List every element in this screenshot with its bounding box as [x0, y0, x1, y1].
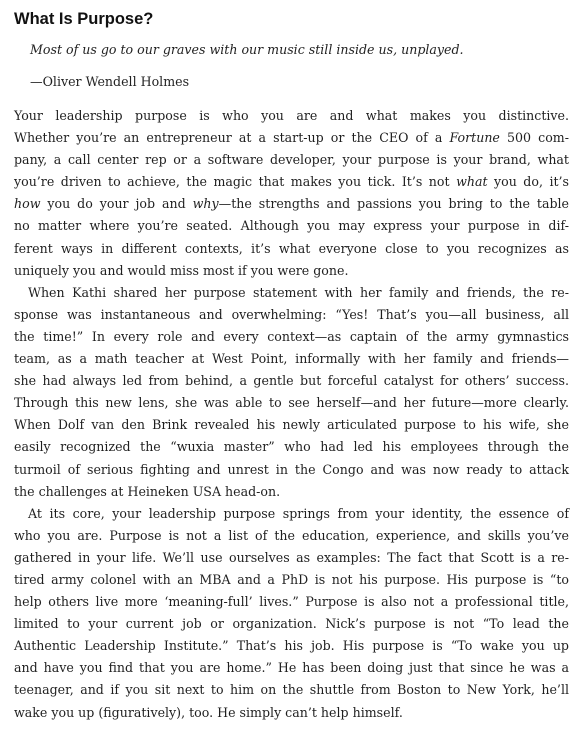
body-text [14, 105, 569, 724]
line-text: ferent ways in different contexts, it’s what everyone close to you recognizes as [14, 240, 569, 256]
text-line [14, 392, 569, 414]
line-text: Whether you’re an entrepreneur at a start-up or the CEO of a [14, 130, 450, 146]
line-text: gathered in your life. We’ll use ourselves as examples: The fact that Scott is a re- [14, 549, 569, 565]
text-line [14, 436, 569, 458]
line-text: you’re driven to achieve, the magic that makes you tick. It’s not [14, 174, 457, 190]
emphasis-text: how [14, 196, 41, 212]
line-text: the time!” In every role and every context—as captain of the army gymnastics [14, 328, 569, 344]
epigraph-quote: Most of us go to our graves with our music still inside us, unplayed. [30, 42, 464, 57]
emphasis-text: Fortune [449, 130, 500, 146]
text-line [14, 193, 569, 215]
line-text: When Kathi shared her purpose statement with her family and friends, the re- [28, 284, 569, 300]
text-line [14, 503, 569, 525]
line-text: pany, a call center rep or a software developer, your purpose is your brand, what [14, 152, 569, 168]
emphasis-text: what [456, 174, 488, 190]
line-text: tired army colonel with an MBA and a PhD is not his purpose. His purpose is “to [14, 571, 569, 587]
text-line [14, 171, 569, 193]
paragraph [14, 503, 569, 724]
line-text: When Dolf van den Brink revealed his newly articulated purpose to his wife, she [14, 417, 569, 433]
text-line [14, 525, 569, 547]
line-text: help others live more ‘meaning-full’ lives.” Purpose is also not a professional title, [14, 594, 569, 610]
text-line [14, 215, 569, 237]
text-line [14, 569, 569, 591]
text-line [14, 679, 569, 701]
line-text: who you are. Purpose is not a list of the education, experience, and skills you’ve [14, 527, 569, 543]
text-line [14, 702, 569, 724]
line-text: At its core, your leadership purpose springs from your identity, the essence of [28, 505, 569, 521]
line-text: Through this new lens, she was able to see herself—and her future—more clearly. [14, 395, 569, 411]
text-line [14, 105, 569, 127]
line-text: easily recognized the “wuxia master” who had led his employees through the [14, 439, 569, 455]
text-line [14, 127, 569, 149]
epigraph [14, 39, 569, 93]
text-line [14, 657, 569, 679]
text-line [14, 459, 569, 481]
text-line [14, 481, 569, 503]
line-text: uniquely you and would miss most if you were gone. [14, 262, 349, 278]
text-line [14, 591, 569, 613]
text-line [14, 260, 569, 282]
line-text: teenager, and if you sit next to him on the shuttle from Boston to New York, he’ll [14, 682, 569, 698]
line-text: she had always led from behind, a gentle but forceful catalyst for others’ success. [14, 373, 569, 389]
text-line [14, 238, 569, 260]
line-text: turmoil of serious fighting and unrest in the Congo and was now ready to attack [14, 461, 569, 477]
text-line [14, 635, 569, 657]
line-text: the challenges at Heineken USA head-on. [14, 483, 281, 499]
paragraph [14, 105, 569, 282]
line-text: you do, it’s [487, 174, 569, 190]
epigraph-attribution: —Oliver Wendell Holmes [30, 74, 190, 89]
line-text: limited to your current job or organization. Nick’s purpose is not “To lead the [14, 616, 569, 632]
line-text: and have you find that you are home.” He has been doing just that since he was a [14, 660, 569, 676]
section-title: What Is Purpose? [14, 10, 154, 28]
text-line [14, 414, 569, 436]
text-line [14, 149, 569, 171]
emphasis-text: why [192, 196, 219, 212]
text-line [14, 304, 569, 326]
line-text: 500 com- [499, 130, 569, 146]
text-line [14, 326, 569, 348]
line-text: Authentic Leadership Institute.” That’s his job. His purpose is “To wake you up [14, 638, 569, 654]
line-text: —the strengths and passions you bring to the table [218, 196, 569, 212]
line-text: Your leadership purpose is who you are and what makes you distinctive. [14, 108, 569, 123]
text-line [14, 613, 569, 635]
line-text: wake you up (figuratively), too. He simply can’t help himself. [14, 704, 403, 720]
text-line [14, 547, 569, 569]
line-text: no matter where you’re seated. Although you may express your purpose in dif- [14, 218, 569, 234]
paragraph [14, 282, 569, 503]
text-line [14, 370, 569, 392]
line-text: team, as a math teacher at West Point, informally with her family and friends— [14, 351, 569, 367]
text-line [14, 348, 569, 370]
line-text: you do your job and [40, 196, 193, 212]
text-line [14, 282, 569, 304]
line-text: sponse was instantaneous and overwhelming: “Yes! That’s you—all business, all [14, 306, 569, 322]
